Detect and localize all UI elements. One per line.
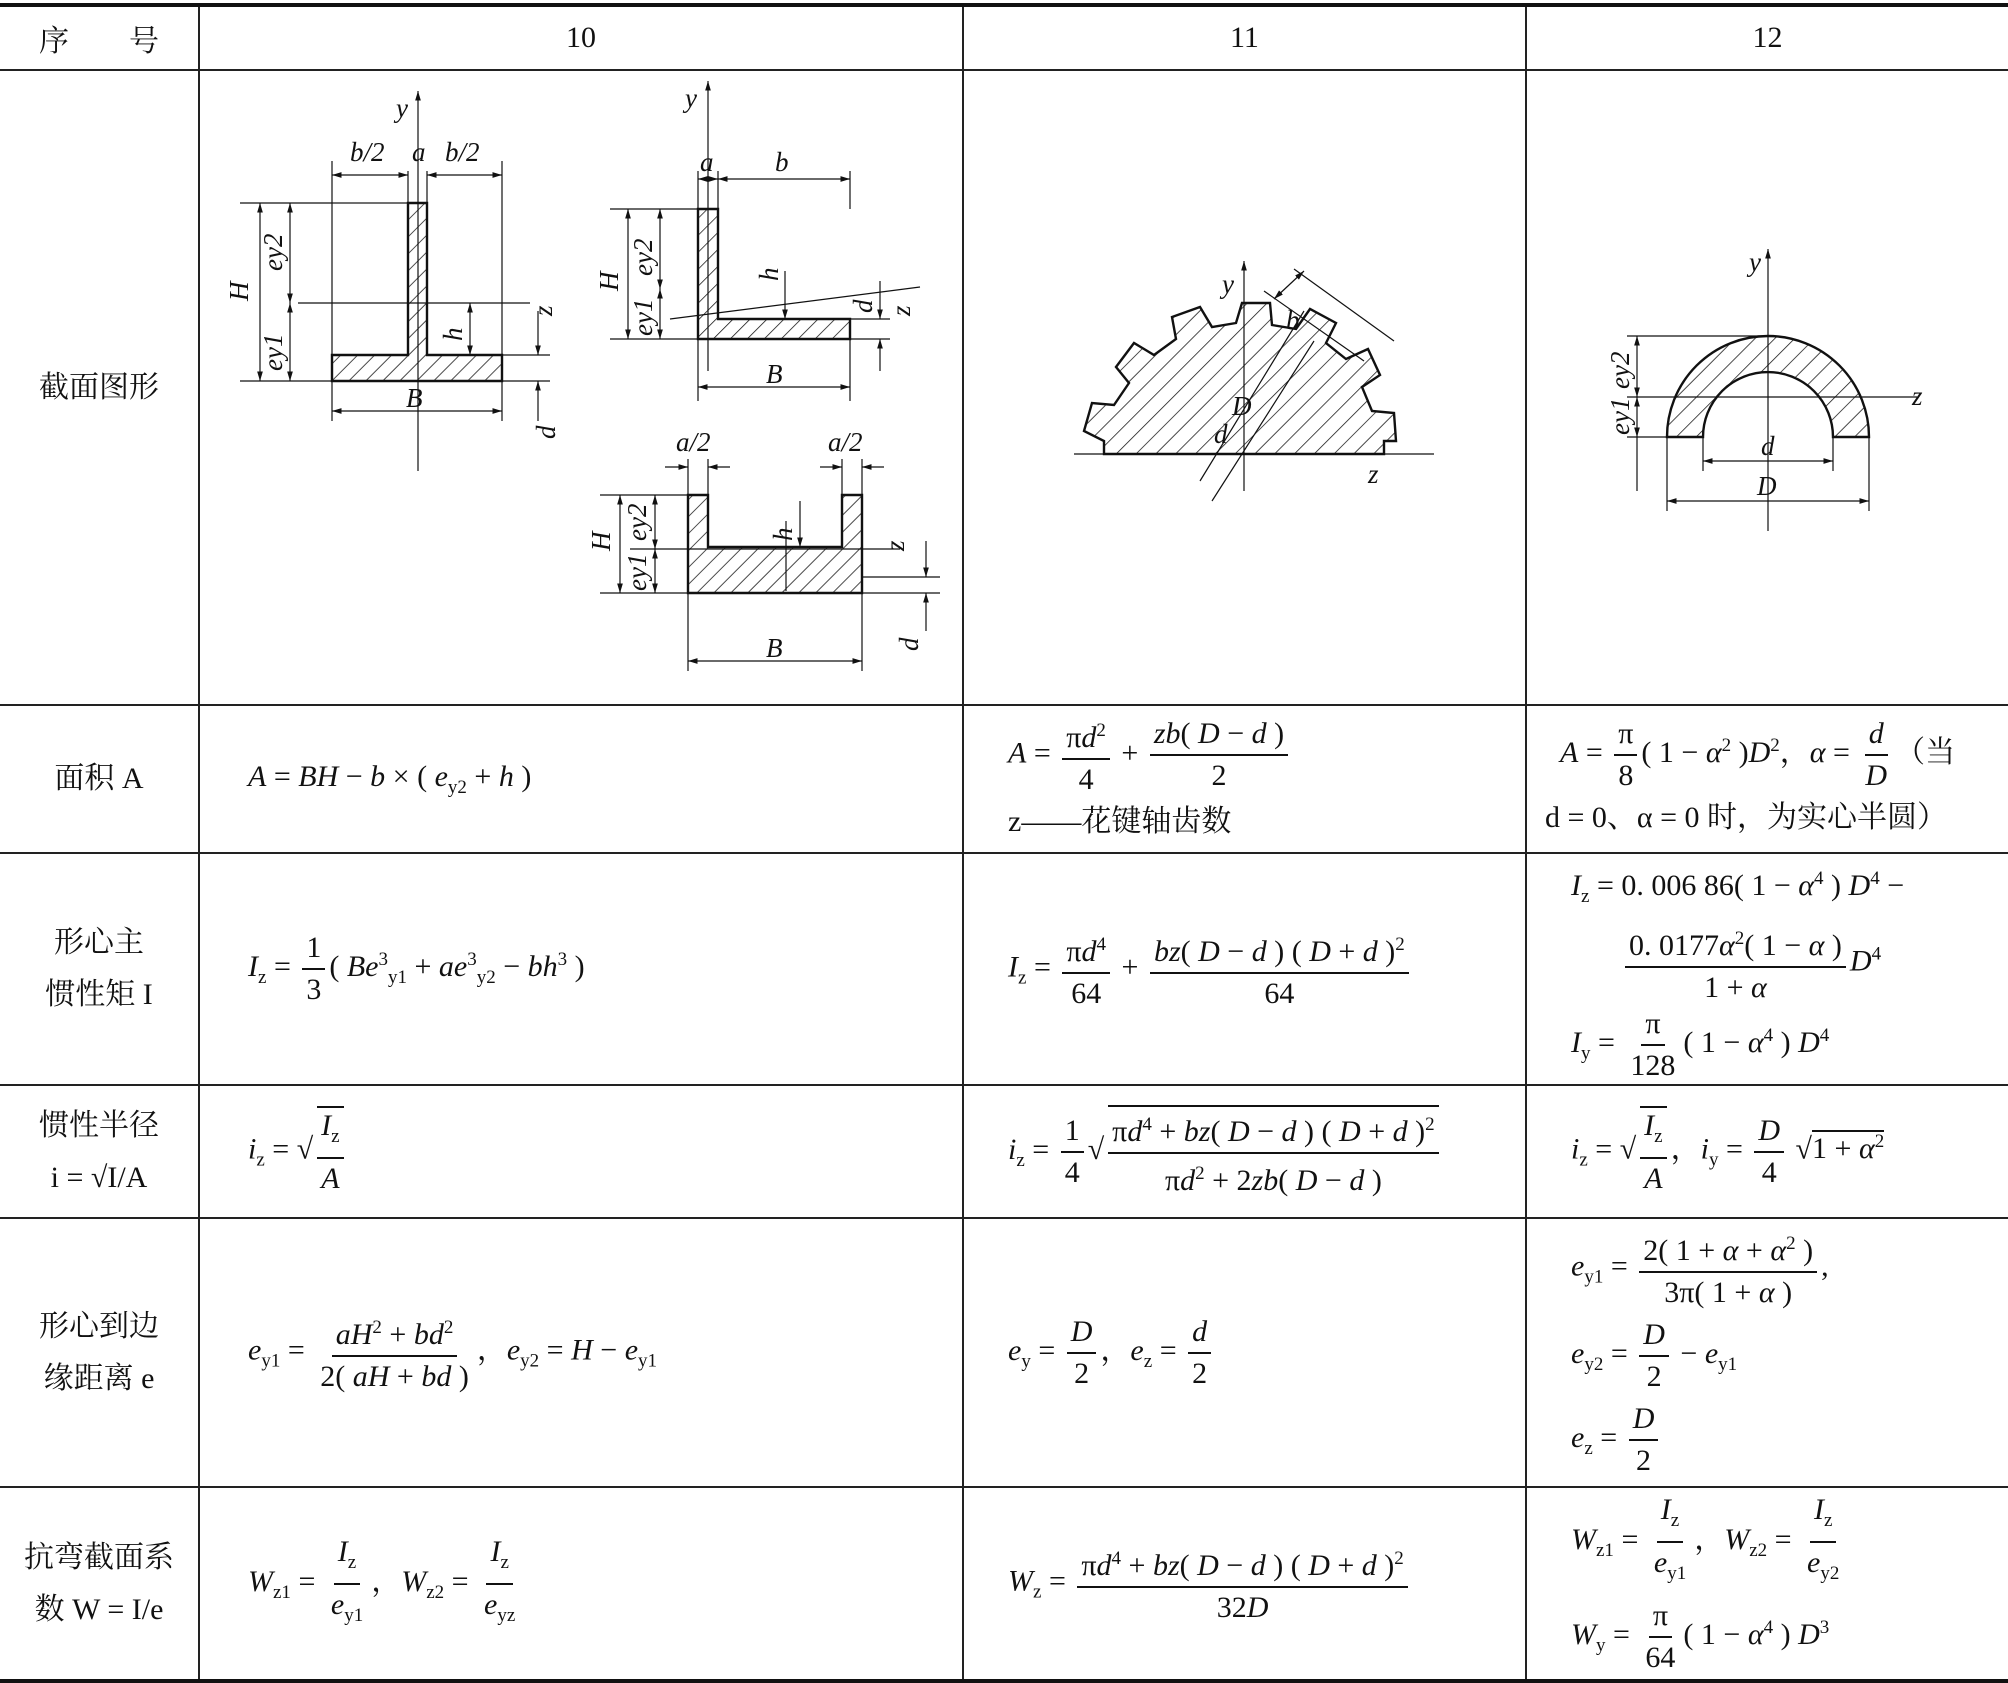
- label-y-axis: y: [396, 93, 408, 123]
- spline-teeth-note: z——花键轴齿数: [1008, 804, 1232, 838]
- label-ey2: ey2: [258, 233, 288, 271]
- label-d-2: d: [848, 299, 878, 313]
- inertia-formula-11: $I_z$ = $\frac{\pi d^4}{64}$ + $\frac{bz( D - d ) ( D + d )^2}{64}$: [963, 853, 1526, 1085]
- header-col-10: 10: [199, 5, 963, 70]
- label-z: z: [528, 305, 558, 316]
- area-formula-12: A = $\frac{\pi}{8}$ ( $1 - \alpha^2$ )$D^2$，α = $\frac{d}{D}$ （当 d = 0、α = 0 时，为实心半圆）: [1526, 705, 2008, 853]
- label-ey1-3: ey1: [622, 553, 652, 591]
- label-d-3: d: [894, 637, 924, 651]
- label-b-half-left: b/2: [350, 137, 385, 167]
- label-D-semicircle: D: [1757, 471, 1777, 501]
- label-h: h: [438, 327, 468, 341]
- label-z-3: z: [880, 540, 910, 551]
- label-a-half-right: a/2: [828, 427, 863, 457]
- label-a-half-left: a/2: [676, 427, 711, 457]
- radius-formula-11: $i_z$ = $\frac{1}{4}$ √ $\frac{\pi d^4 + bz( D - d ) ( D + d )^2}{\pi d^2 + 2zb( D - d )}$: [963, 1085, 1526, 1218]
- area-formula-11: A = $\frac{\pi d^2}{4}$ + $\frac{zb( D - d )}{2}$ z——花键轴齿数: [963, 705, 1526, 853]
- label-inertia: 形心主 惯性矩 I: [0, 853, 199, 1085]
- section-properties-table: [0, 3, 2008, 1683]
- area-formula-10: A = BH − b × ( $e_{y2} + h$ ): [199, 705, 963, 853]
- inertia-formula-12: $I_z = 0$. 006 86( $1 - \alpha^4$ ) $D^4$ − $\frac{0. 0177\alpha^2( 1 - \alpha )}{1 + \alpha}$ $D^4$ $I_y$ = $\frac{\pi}{128}$ ( $1 - \alpha^4$ ) $D^4$: [1526, 853, 2008, 1085]
- distance-formula-11: $e_y$ = $\frac{D}{2}$ ，$e_z$ = $\frac{d}{2}$: [963, 1218, 1526, 1487]
- label-D-spline: D: [1232, 391, 1252, 421]
- label-H-3: H: [586, 531, 616, 551]
- solid-note-a: （当: [1895, 735, 1956, 769]
- label-area: 面积 A: [0, 705, 199, 853]
- spline-shaft-diagram: [964, 71, 1524, 699]
- label-ey1: ey1: [258, 333, 288, 371]
- label-b-half-right: b/2: [445, 137, 480, 167]
- label-ey1-semicircle: ey1: [1605, 397, 1635, 435]
- hollow-semicircle-diagram: [1527, 71, 2005, 699]
- radius-formula-12: $i_z$ = √ $\frac{I_z}{A}$ ，$i_y$ = $\frac{D}{4}$ $√1 + \alpha^2$: [1526, 1085, 2008, 1218]
- label-distance: 形心到边 缘距离 e: [0, 1218, 199, 1487]
- inertia-formula-10: $I_z$ = $\frac{1}{3}$ ( $Be^3_{y1} + ae^3_{y2} - bh^3$ ): [199, 853, 963, 1085]
- t-angle-channel-diagram: [200, 71, 960, 699]
- label-b-2: b: [775, 147, 789, 177]
- label-d-semicircle: d: [1761, 431, 1775, 461]
- radius-row: [0, 1085, 2008, 1218]
- label-h-2: h: [754, 267, 784, 281]
- header-serial: 序 号: [0, 5, 199, 70]
- label-b-spline: b: [1286, 305, 1300, 335]
- label-figure: 截面图形: [0, 70, 199, 705]
- radius-formula-10: $i_z$ = √ $\frac{I_z}{A}$: [199, 1085, 963, 1218]
- label-ey2-2: ey2: [628, 238, 658, 276]
- label-modulus: 抗弯截面系 数 W = I/e: [0, 1487, 199, 1681]
- label-H-2: H: [594, 271, 624, 291]
- label-a-2: a: [700, 147, 714, 177]
- label-B-2: B: [766, 359, 783, 389]
- modulus-formula-11: $W_z$ = $\frac{\pi d^4 + bz( D - d ) ( D + d )^2}{32D}$: [963, 1487, 1526, 1681]
- modulus-formula-10: $W_{z1}$ = $\frac{I_z}{e_{y1}}$ ，$W_{z2}$ = $\frac{I_z}{e_{yz}}$: [199, 1487, 963, 1681]
- label-ey2-semicircle: ey2: [1605, 351, 1635, 389]
- label-y-spline: y: [1222, 269, 1234, 299]
- inertia-row: [0, 853, 2008, 1085]
- header-col-12: 12: [1526, 5, 2008, 70]
- distance-formula-10: $e_{y1}$ = $\frac{aH^2 + bd^2}{2( aH + bd )}$ ，$e_{y2} = H - e_{y1}$: [199, 1218, 963, 1487]
- label-z-semicircle: z: [1912, 381, 1923, 411]
- label-H: H: [224, 281, 254, 301]
- header-row: [0, 5, 2008, 70]
- figure-cell-11: [963, 70, 1526, 705]
- modulus-row: [0, 1487, 2008, 1681]
- label-z-2: z: [886, 305, 916, 316]
- label-B-3: B: [766, 633, 783, 663]
- label-ey2-3: ey2: [622, 503, 652, 541]
- distance-formula-12: $e_{y1}$ = $\frac{2( 1 + \alpha + \alpha^2 )}{3\pi( 1 + \alpha )}$ , $e_{y2}$ = $\frac{D}{2}$ − $e_{y1}$ $e_z$ = $\frac{D}{2}$: [1526, 1218, 2008, 1487]
- modulus-formula-12: $W_{z1}$ = $\frac{I_z}{e_{y1}}$ ，$W_{z2}$ = $\frac{I_z}{e_{y2}}$ $W_y$ = $\frac{\pi}{64}$ ( $1 - \alpha^4$ ) $D^3$: [1526, 1487, 2008, 1681]
- label-a: a: [412, 137, 426, 167]
- figure-cell-10: [199, 70, 963, 705]
- label-d: d: [531, 425, 561, 439]
- area-row: [0, 705, 2008, 853]
- solid-note-b: d = 0、α = 0 时，为实心半圆）: [1545, 801, 1948, 834]
- distance-row: [0, 1218, 2008, 1487]
- label-y-semicircle: y: [1749, 247, 1761, 277]
- label-d-spline: d: [1214, 419, 1228, 449]
- figure-row: [0, 70, 2008, 705]
- label-h-3: h: [768, 527, 798, 541]
- label-B: B: [406, 383, 423, 413]
- label-radius: 惯性半径 i = √I/A: [0, 1085, 199, 1218]
- header-col-11: 11: [963, 5, 1526, 70]
- label-ey1-2: ey1: [628, 298, 658, 336]
- label-y-axis-2: y: [685, 83, 697, 113]
- label-z-spline: z: [1368, 459, 1379, 489]
- figure-cell-12: [1526, 70, 2008, 705]
